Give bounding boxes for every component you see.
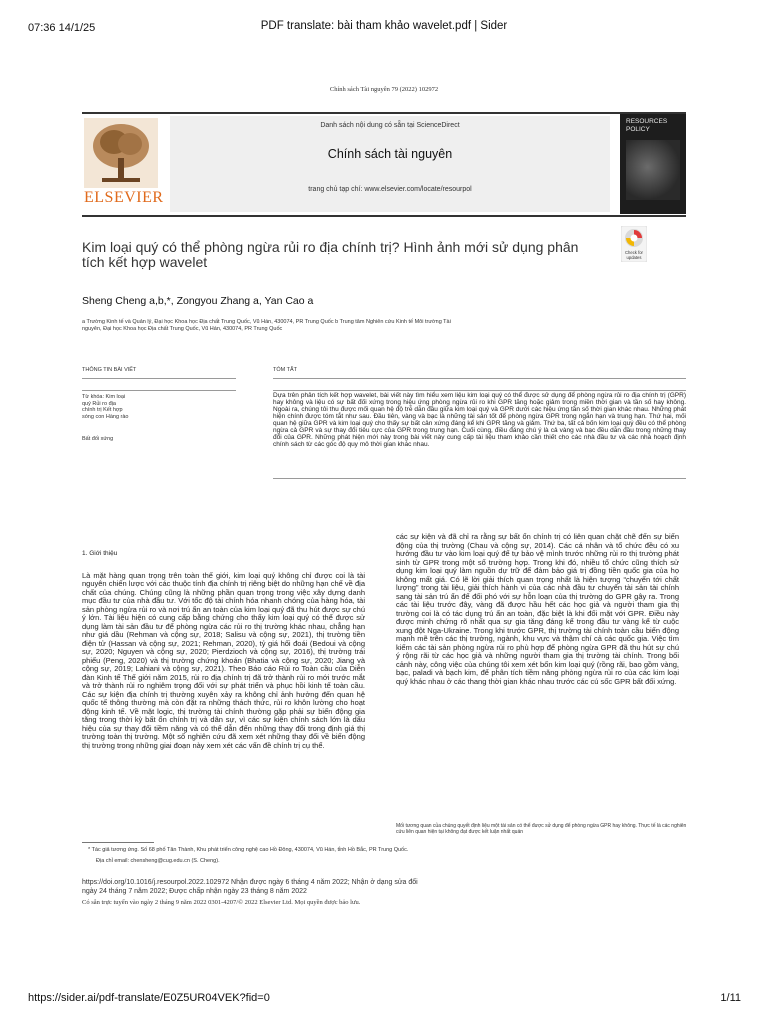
updates-badge-line2: updates <box>626 255 642 260</box>
right-column-footnote: Mối tương quan của chúng quyết định liệu một tài sản có thể được sử dụng để phòng ngừa GPR hay không. Thực tế là các nghiên cứu liên quan hiện tại không đạt được kết luận nhất quán <box>396 823 687 835</box>
print-page-number: 1/11 <box>720 992 741 1004</box>
elsevier-tree-icon <box>84 118 158 188</box>
updates-badge-line1: Check for <box>625 250 643 255</box>
cover-title-line2: POLICY <box>626 126 650 133</box>
check-for-updates-badge[interactable] <box>621 226 647 262</box>
body-left-column <box>82 550 365 750</box>
keyword-item: quý Rủi ro địa <box>82 400 116 407</box>
keywords-heading: Từ khóa: Kim loại <box>82 394 126 400</box>
print-datetime: 07:36 14/1/25 <box>28 22 96 34</box>
print-header <box>0 0 768 46</box>
email-note[interactable]: Địa chỉ email: chensheng@cug.edu.cn (S. Cheng). <box>96 858 220 864</box>
article-info-heading: THÔNG TIN BÀI VIẾT <box>82 367 137 373</box>
print-footer <box>0 992 768 1012</box>
copyright-note: Có sẵn trực tuyến vào ngày 2 tháng 9 năm 2022 0301-4207/© 2022 Elsevier Ltd. Mọi quyền được bảo lưu. <box>82 899 361 906</box>
journal-banner <box>82 112 686 217</box>
abstract-heading: TÓM TẮT <box>273 367 298 373</box>
keyword-item: chính trị Kết hợp <box>82 407 123 413</box>
body-right-column <box>396 533 679 686</box>
section-heading-introduction: 1. Giới thiệu <box>82 550 118 557</box>
corresponding-author-note: * Tác giả tương ứng. Số 68 phố Tân Thành, Khu phát triển công nghệ cao Hồ Đông, 430074, Vũ Hán, tỉnh Hồ Bắc, PR Trung Quốc. <box>88 847 409 853</box>
journal-cover-image <box>620 114 686 214</box>
intro-paragraph: Là mặt hàng quan trọng trên toàn thế giới, kim loại quý không chỉ được coi là tài nguyên chiến lược với các thuộc tính địa chính trị riêng biệt do những hạn chế về địa chất của chúng. Chúng cũng là những phần quan trọng trong việc xây dựng danh mục đầu tư của nhà đầu tư. Với tốc độ tài chính hóa nhanh chóng của hàng hóa, tài sản phòng ngừa rủi ro và nơi trú ẩn an toàn của kim loại quý đã thu hút được sự chú ý lớn. Tài liệu hiện có cung cấp bằng chứng cho thấy kim loại quý có thể được sử dụng làm tài sản đầu tư để phòng ngừa các rủi ro thị trường khác nhau, chẳng hạn như giá dầu (Rehman và cộng sự, 2018; Salisu và cộng sự, 2021), thị trường tiền điện tử (Hassan và cộng sự, 2021; Rehman, 2020), tỷ giá hối đoái (Bedoui và cộng sự, 2020; Nguyen và cộng sự, 2020; Pierdzioch và cộng sự, 2016), thị trường trái phiếu (Peng, 2020) và thị trường chứng khoán (Bhatia và cộng sự, 2020; Jiang và cộng sự, 2019; Lahiani và cộng sự, 2021). Theo Báo cáo Rủi ro Toàn cầu của Diễn đàn Kinh tế Thế giới năm 2015, rủi ro địa chính trị đã trở thành rủi ro mới trước mắt và trở thành rủi ro nghiêm trọng đối với sự phát triển và phục hồi kinh tế toàn cầu. Các sự kiện địa chính trị thường xuyên xảy ra không chỉ ảnh hưởng đến quan hệ quốc tế thông thường mà còn đặt ra những thách thức, rủi ro khôn lường cho hoạt động kinh tế. Về mặt logic, thị trường tài chính thường gặp phải sự biến động gia tăng trong thời kỳ bất ổn chính trị và dân sự, vì các sự kiện chính sách lớn là dấu hiệu của sự thay đổi tiềm năng và có thể dẫn đến những thay đổi trong định giá thị trường toàn thị trường. Một số nghiên cứu đã xem xét những thay đổi về biến động thị trường trong những giai đoạn này xem xét các vấn đề chính trị cụ thể. <box>82 570 365 750</box>
elsevier-logo <box>84 118 164 212</box>
intro-paragraph-continued: các sự kiện và đã chỉ ra rằng sự bất ổn chính trị có liên quan chặt chẽ đến sự biến động của thị trường (Chau và cộng sự, 2014). Các cá nhân và tổ chức đều có xu hướng đầu tư vào kim loại quý để tự bảo vệ mình trước những rủi ro thị trường phát sinh từ GPR trong một số trường hợp. Trong khi đó, nhiều tổ chức cũng thích sử dụng kim loại quý làm nguồn dự trữ để đảm bảo giá trị đồng tiền quốc gia của họ không mất giá. Có lẽ lời giải thích quan trọng nhất là hiện tượng “chuyến tới chất lượng” trong tài liệu, giải thích hành vi của các nhà đầu tư chuyển tài sản tài chính sang tài sản trú ẩn để đối phó với sự hỗn loạn của thị trường do GPR gây ra. Trong các tài liệu trước đây, vàng đã được hầu hết các học giả và người tham gia thị trường coi là có tác dụng trú ẩn an toàn, đặc biệt là khi đối mặt với GPR. Điều này được minh chứng rõ nhất qua sự gia tăng đáng kể trong đầu tư vàng kể từ cuộc xung đột Nga-Ukraine. Trong khi trước GPR, thị trường tài chính toàn cầu biến động mạnh mẽ trên các thị trường, ngành, khu vực và thậm chí cả các quốc gia. Việc tìm kiếm các tài sản phòng ngừa rủi ro phù hợp để phòng ngừa GPR đã thu hút sự chú ý rộng rãi từ các học giả và những người tham gia thị trường tài chính. Trong bối cảnh này, công việc của chúng tôi xem xét bốn kim loại quý (rồng rãi, bao gồm vàng, bạc, paladi và bạch kim, để phân tích tiềm năng phòng ngừa rủi ro của các kim loại quý khác nhau ở các thang thời gian khác nhau trước các cú sốc GPR bất đối xứng. <box>396 532 679 686</box>
article-title: Kim loại quý có thể phòng ngừa rủi ro địa chính trị? Hình ảnh mới sử dụng phân tích kết hợp wavelet <box>82 239 579 270</box>
cover-title <box>626 118 667 134</box>
article-info-rule <box>82 378 236 379</box>
keyword-item: sóng con Hàng rào <box>82 413 129 420</box>
elsevier-wordmark: ELSEVIER <box>84 189 164 206</box>
abstract-text: Dựa trên phân tích kết hợp wavelet, bài viết này tìm hiểu xem liệu kim loại quý có thể được sử dụng để phòng ngừa rủi ro địa chính trị (GPR) hay không và liệu có sự bất đối xứng trong hiệu ứng phòng ngừa rủi ro khi GPR tăng hoặc giảm trong miền thời gian và tần số hay không. Ngoài ra, chúng tôi thu được mối quan hệ độ trễ dẫn đầu giữa kim loại quý và GPR dưới các hiệu ứng tần số thời gian khác nhau. Những phát hiện chính được tóm tắt như sau. Đầu tiên, vàng và bạc là những tài sản tốt để phòng ngừa GPR trong ngắn hạn và trung hạn. Thứ hai, mối quan hệ giữa GPR và kim loại quý cho thấy sự bất cân xứng đáng kể khi GPR tăng và giảm. Thứ ba, tất cả bốn kim loại quý đều có thể phòng ngừa cả GPR và sự thay đổi tiêu cực của GPR trong trung hạn. Cuối cùng, điều đáng chú ý là cả vàng và bạc đều dẫn đầu trong những thay đổi của GPR. Những phát hiện mới này trong bài viết này cung cấp tài liệu tham khảo cần thiết cho các nhà đầu tư và các nhà hoạch định chính sách từ các góc độ quy mô thời gian khác nhau. <box>273 392 686 448</box>
journal-homepage[interactable]: trang chủ tạp chí: www.elsevier.com/locate/resourpol <box>308 186 472 193</box>
affiliations: a Trường Kinh tế và Quản lý, Đại học Khoa học Địa chất Trung Quốc, Vũ Hán, 430074, PR Trung Quốc b Trung tâm Nghiên cứu Kinh tế Môi trường Tài nguyên, Đại học Khoa học Địa chất Trung Quốc, Vũ Hán, 430074, PR Trung Quốc <box>82 319 451 332</box>
print-page-url: https://sider.ai/pdf-translate/E0Z5UR04VEK?fid=0 <box>28 992 270 1004</box>
asymmetry-keyword: Bất đối xứng <box>82 436 114 442</box>
journal-info-band <box>170 116 610 212</box>
cover-art <box>626 140 680 200</box>
keyword-list <box>82 401 154 421</box>
abstract-bottom-rule <box>273 478 686 479</box>
abstract-rule-2 <box>273 390 686 391</box>
keywords-block <box>82 394 154 443</box>
print-page-title: PDF translate: bài tham khảo wavelet.pdf | Sider <box>260 20 508 32</box>
abstract-rule <box>273 378 686 379</box>
author-list: Sheng Cheng a,b,*, Zongyou Zhang a, Yan Cao a <box>82 295 314 307</box>
journal-citation: Chính sách Tài nguyên 79 (2022) 102972 <box>329 86 439 93</box>
doi-history[interactable]: https://doi.org/10.1016/j.resourpol.2022.102972 Nhận được ngày 6 tháng 4 năm 2022; Nhận ở dạng sửa đổi ngày 24 tháng 7 năm 2022; Được chấp nhận ngày 23 tháng 8 năm 2022 <box>82 879 418 895</box>
cover-title-line1: RESOURCES <box>626 118 668 125</box>
journal-name: Chính sách tài nguyên <box>327 147 453 161</box>
check-for-updates-icon <box>621 226 647 262</box>
contents-available-line[interactable]: Danh sách nội dung có sẵn tại ScienceDirect <box>320 122 460 129</box>
article-info-rule-2 <box>82 390 236 391</box>
banner-bottom-rule <box>82 215 686 217</box>
banner-top-rule <box>82 112 686 114</box>
footnote-rule <box>82 842 154 843</box>
